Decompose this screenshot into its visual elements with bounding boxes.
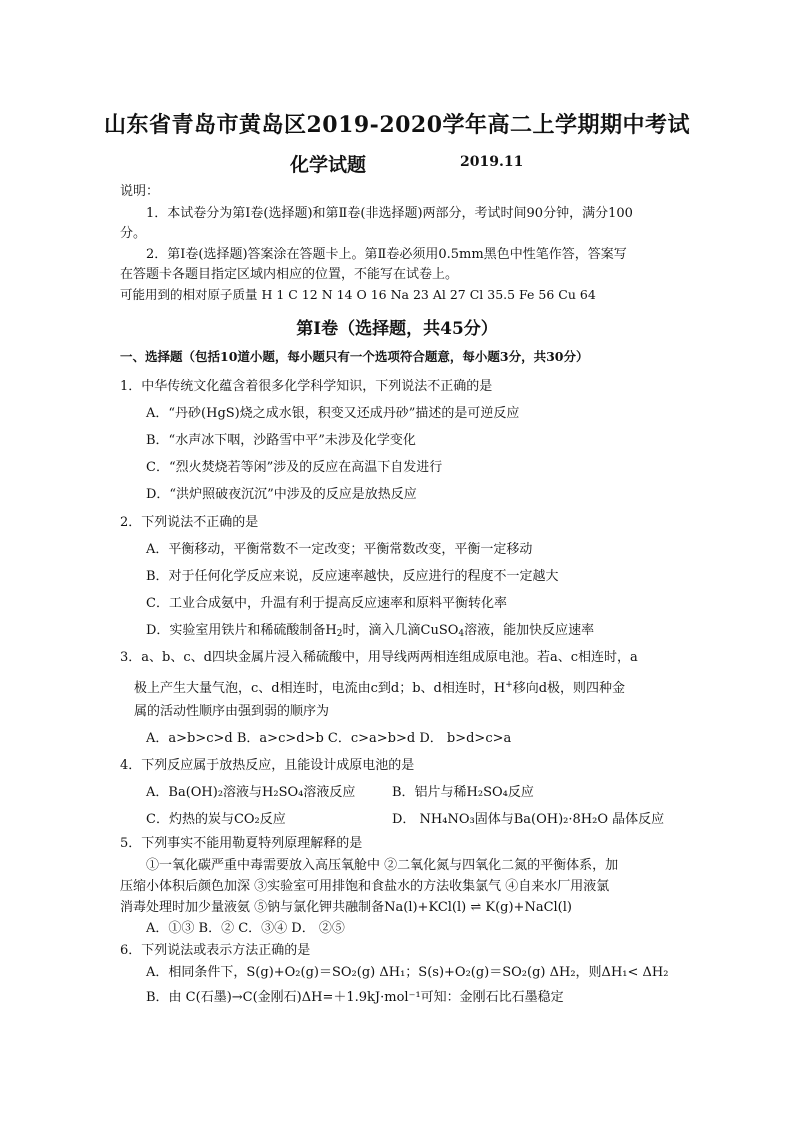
note-2-line-1: 2．第Ⅰ卷(选择题)答案涂在答题卡上。第Ⅱ卷必须用0.5mm黑色中性笔作答，答案写	[146, 247, 627, 262]
part-one-heading: 一、选择题（包括10道小题，每小题只有一个选项符合题意，每小题3分，共30分）	[120, 349, 589, 364]
q1-option-c: C．“烈火焚烧若等闲”涉及的反应在高温下自发进行	[146, 460, 443, 475]
q2-option-d: D．实验室用铁片和稀硫酸制备$H_2$时，滴入几滴CuSO$_4$溶液，能加快反应速率	[146, 623, 595, 639]
q4-option-c: C．灼热的炭与CO₂反应	[146, 812, 286, 827]
q6-option-b: B．由 C(石墨)→C(金刚石)ΔH=＋1.9kJ·mol⁻¹可知：金刚石比石墨稳定	[146, 990, 564, 1005]
q2-d-part2: 时，滴入几滴CuSO	[342, 623, 459, 638]
q6-stem: 6．下列说法或表示方法正确的是	[120, 943, 311, 958]
q2-d-part1: D．实验室用铁片和稀硫酸制备H	[146, 623, 337, 638]
section-title: 第Ⅰ卷（选择题，共45分）	[296, 319, 498, 339]
q2-option-c: C．工业合成氨中，升温有利于提高反应速率和原料平衡转化率	[146, 596, 507, 611]
q2-stem: 2．下列说法不正确的是	[120, 515, 259, 530]
q1-option-a: A．“丹砂(HgS)烧之成水银，积变又还成丹砂”描述的是可逆反应	[146, 406, 520, 421]
q3-line-1: 3．a、b、c、d四块金属片浸入稀硫酸中，用导线两两相连组成原电池。若a、c相连时，a	[120, 650, 638, 665]
q4-option-d: D． NH₄NO₃固体与Ba(OH)₂·8H₂O 晶体反应	[392, 812, 665, 827]
atomic-masses: 可能用到的相对原子质量 H 1 C 12 N 14 O 16 Na 23 Al 27 Cl 35.5 Fe 56 Cu 64	[120, 287, 596, 302]
notes-label: 说明：	[120, 184, 160, 199]
exam-subtitle: 化学试题	[290, 154, 367, 176]
q4-option-a: A．Ba(OH)₂溶液与H₂SO₄溶液反应	[146, 785, 356, 800]
note-1-line-1: 1．本试卷分为第Ⅰ卷(选择题)和第Ⅱ卷(非选择题)两部分，考试时间90分钟，满分100	[146, 206, 633, 221]
q4-stem: 4．下列反应属于放热反应，且能设计成原电池的是	[120, 758, 415, 773]
q3-line-2: 极上产生大量气泡，c、d相连时，电流由c到d；b、d相连时，H+移向d极，则四种金	[134, 680, 626, 696]
q5-line-3: 消毒处理时加少量液氨 ⑤钠与氯化钾共融制备Na(l)+KCl(l) ⇌ K(g)+NaCl(l)	[120, 900, 572, 915]
q5-line-1: ①一氧化碳严重中毒需要放入高压氧舱中 ②二氧化氮与四氧化二氮的平衡体系，加	[146, 858, 619, 873]
note-1-line-2: 分。	[120, 226, 147, 241]
q3-line-3: 属的活动性顺序由强到弱的顺序为	[134, 704, 330, 719]
q6-option-a: A．相同条件下，S(g)+O₂(g)＝SO₂(g) ΔH₁；S(s)+O₂(g)＝SO₂(g) ΔH₂，则ΔH₁< ΔH₂	[146, 965, 669, 980]
note-2-line-2: 在答题卡各题目指定区域内相应的位置，不能写在试卷上。	[120, 267, 459, 282]
q5-stem: 5．下列事实不能用勒夏特列原理解释的是	[120, 836, 363, 851]
q1-option-d: D．“洪炉照破夜沉沉”中涉及的反应是放热反应	[146, 487, 417, 502]
q2-d-part3: 溶液，能加快反应速率	[464, 623, 595, 638]
exam-title: 山东省青岛市黄岛区2019-2020学年高二上学期期中考试	[103, 112, 691, 138]
q4-option-b: B．铝片与稀H₂SO₄反应	[392, 785, 534, 800]
q1-option-b: B．“水声冰下咽，沙路雪中平”未涉及化学变化	[146, 433, 416, 448]
exam-date: 2019.11	[460, 154, 524, 170]
q3-options: A．a>b>c>d B．a>c>d>b C．c>a>b>d D． b>d>c>a	[146, 731, 512, 746]
q2-option-b: B．对于任何化学反应来说，反应速率越快，反应进行的程度不一定越大	[146, 569, 559, 584]
q5-options: A．①③ B．② C．③④ D． ②⑤	[146, 921, 345, 936]
q3-line-2a: 极上产生大量气泡，c、d相连时，电流由c到d；b、d相连时，H	[134, 681, 506, 696]
q5-line-2: 压缩小体积后颜色加深 ③实验室可用排饱和食盐水的方法收集氯气 ④自来水厂用液氯	[120, 879, 610, 894]
q1-stem: 1．中华传统文化蕴含着很多化学科学知识，下列说法不正确的是	[120, 379, 493, 394]
q2-option-a: A．平衡移动，平衡常数不一定改变；平衡常数改变，平衡一定移动	[146, 542, 533, 557]
q3-line-2b: 移向d极，则四种金	[512, 681, 626, 696]
